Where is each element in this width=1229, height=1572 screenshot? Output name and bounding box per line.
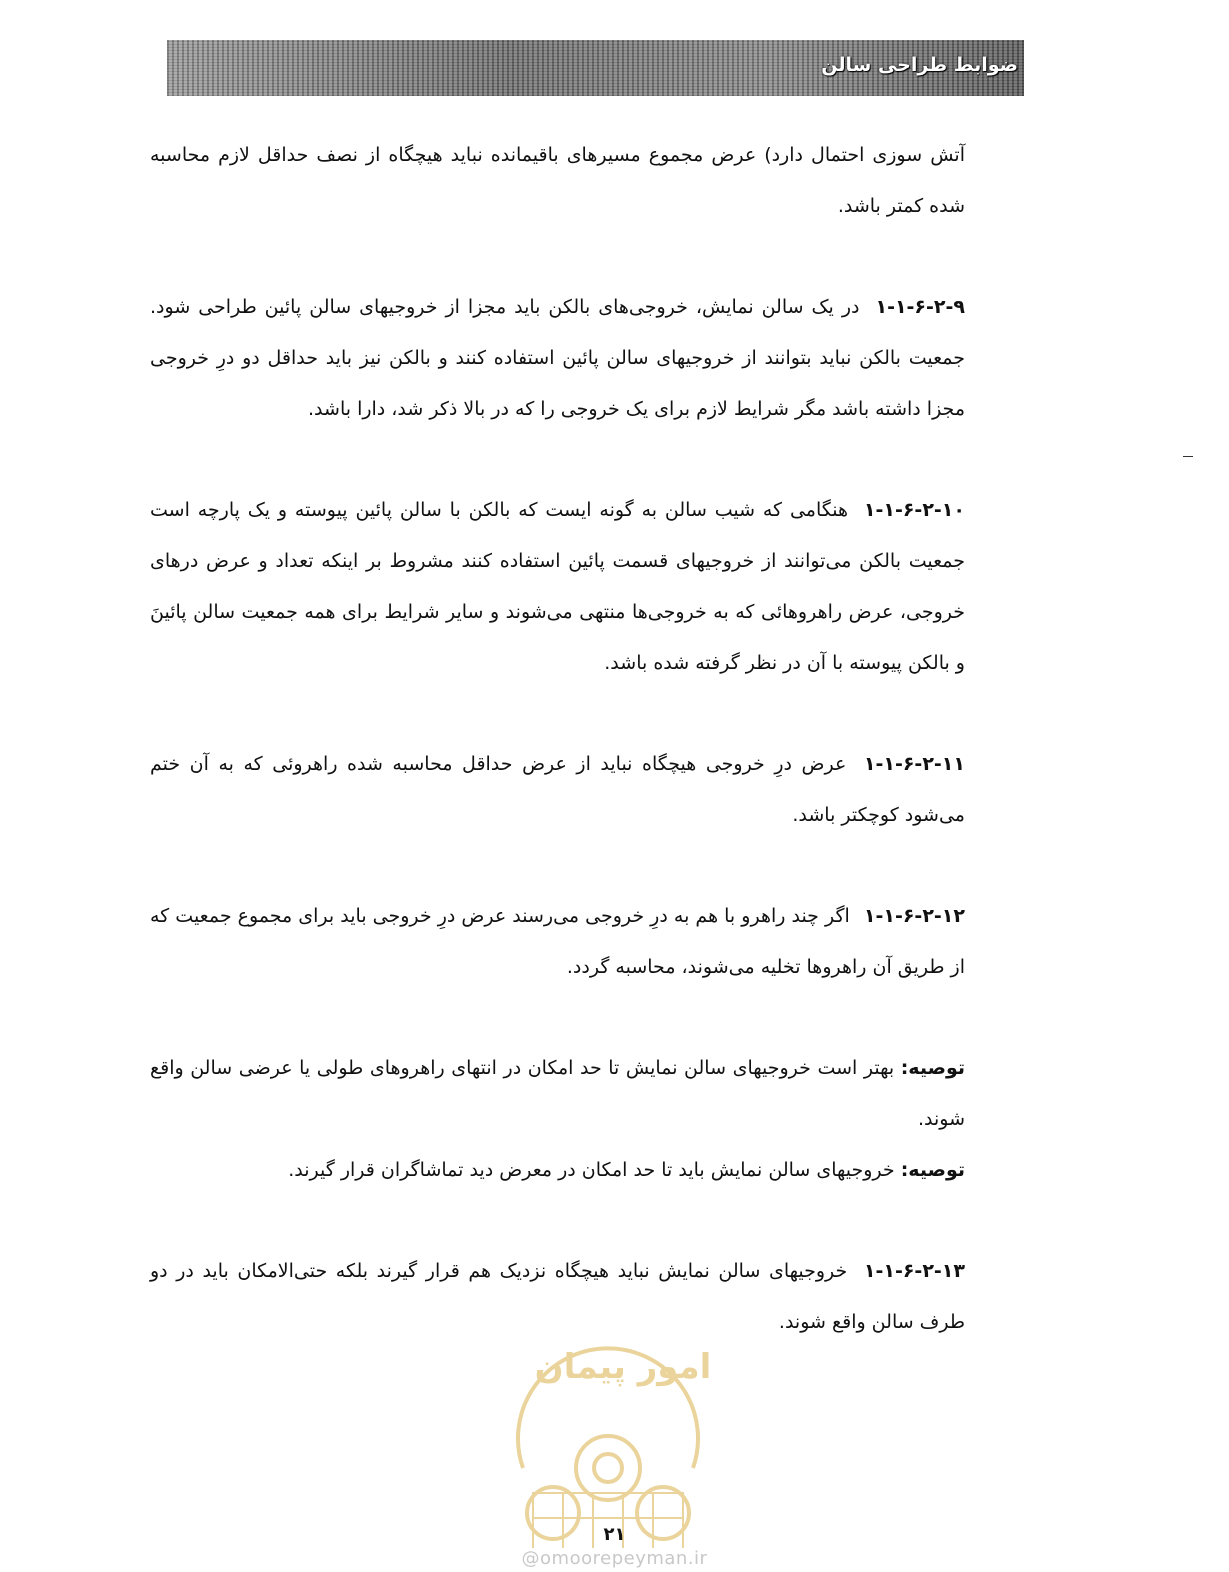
section-number: ۱-۱-۶-۲-۱۳ — [863, 1260, 965, 1282]
section-number: ۱-۱-۶-۲-۱۲ — [863, 905, 965, 927]
paragraph-text: خروجیهای سالن نمایش نباید هیچگاه نزدیک هم قرار گیرند بلکه حتی‌الامکان باید در دو طرف سالن واقع شوند. — [150, 1260, 965, 1333]
paragraph-text: در یک سالن نمایش، خروجی‌های بالکن باید مجزا از خروجیهای سالن پائین طراحی شود. جمعیت بالکن نباید بتوانند از خروجیهای سالن پائین استفاده کنند و بالکن نیز باید حداقل دو درِ خروجی مجزا داشته باشد مگر شرایط لازم برای یک خروجی را که در بالا ذکر شد، دارا باشد. — [150, 296, 965, 420]
gear-hub-icon — [594, 1454, 622, 1482]
recommendation-label: توصیه: — [900, 1159, 965, 1181]
paragraph-text: اگر چند راهرو با هم به درِ خروجی می‌رسند عرض درِ خروجی باید برای مجموع جمعیت که از طریق آن راهروها تخلیه می‌شوند، محاسبه گردد. — [150, 905, 965, 978]
margin-mark — [1183, 456, 1193, 457]
recommendation-2 — [150, 1145, 965, 1196]
recommendation-label: توصیه: — [900, 1057, 965, 1079]
header-title: ضوابط طراحی سالن — [821, 54, 1018, 76]
paragraph-continuation — [150, 130, 965, 232]
page-number: ۲۱ — [603, 1524, 626, 1545]
document-body — [150, 130, 965, 1398]
paragraph-section-12 — [150, 891, 965, 993]
section-number: ۱-۱-۶-۲-۱۱ — [863, 753, 965, 775]
section-number: ۱-۱-۶-۲-۱۰ — [863, 499, 965, 521]
paragraph-section-10 — [150, 485, 965, 689]
recommendation-1 — [150, 1043, 965, 1145]
site-url: @omoorepeyman.ir — [521, 1548, 708, 1569]
paragraph-text: آتش سوزی احتمال دارد) عرض مجموع مسیرهای باقیمانده نباید هیچگاه از نصف حداقل لازم محاسبه شده کمتر باشد. — [150, 144, 965, 217]
page-header-bar — [167, 40, 1024, 96]
paragraph-text: عرض درِ خروجی هیچگاه نباید از عرض حداقل محاسبه شده راهروئی که به آن ختم می‌شود کوچکتر باشد. — [150, 753, 965, 826]
recommendation-text: بهتر است خروجیهای سالن نمایش تا حد امکان در انتهای راهروهای طولی یا عرضی سالن واقع شوند. — [150, 1057, 965, 1130]
gear-icon — [576, 1436, 640, 1500]
watermark-logo-text: امور پیمان — [534, 1347, 712, 1387]
section-number: ۱-۱-۶-۲-۹ — [875, 296, 965, 318]
paragraph-text: هنگامی که شیب سالن به گونه ایست که بالکن با سالن پائین پیوسته و یک پارچه است جمعیت بالکن می‌توانند از خروجیهای قسمت پائین استفاده کنند مشروط بر اینکه تعداد و عرض درهای خروجی، عرض راهروهائی که به خروجی‌ها منتهی می‌شوند و سایر شرایط برای همه جمعیت سالن پائینَ و بالکن پیوسته با آن در نظر گرفته شده باشد. — [150, 499, 965, 674]
paragraph-section-11 — [150, 739, 965, 841]
recommendation-text: خروجیهای سالن نمایش باید تا حد امکان در معرض دید تماشاگران قرار گیرند. — [288, 1159, 895, 1181]
paragraph-section-9 — [150, 282, 965, 435]
watermark-logo — [493, 1318, 723, 1553]
